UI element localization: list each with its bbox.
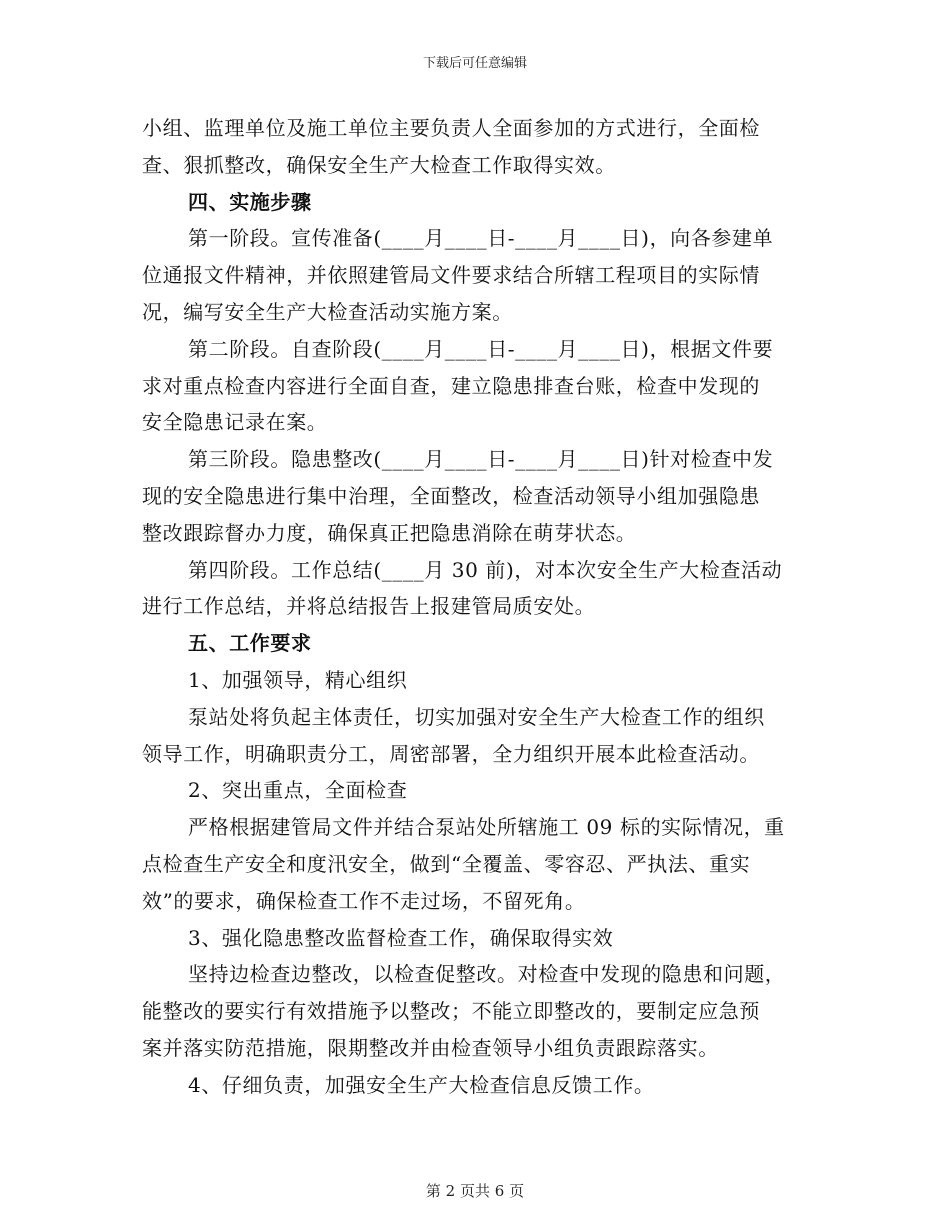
text-line: 安全隐患记录在案。 bbox=[142, 410, 328, 435]
text-line: 位通报文件精神，并依照建管局文件要求结合所辖工程项目的实际情 bbox=[142, 263, 760, 288]
page-header: 下载后可任意编辑 bbox=[422, 56, 527, 71]
text-line: 况，编写安全生产大检查活动实施方案。 bbox=[142, 299, 513, 324]
text-line: 现的安全隐患进行集中治理，全面整改，检查活动领导小组加强隐患 bbox=[142, 483, 760, 508]
text-line: 4、仔细负责，加强安全生产大检查信息反馈工作。 bbox=[188, 1072, 655, 1097]
text-line: 效”的要求，确保检查工作不走过场，不留死角。 bbox=[142, 888, 586, 913]
document-body bbox=[142, 110, 812, 1104]
text-line: 第二阶段。自查阶段(____月____日-____月____日)，根据文件要 bbox=[188, 336, 774, 361]
text-line: 查、狠抓整改，确保安全生产大检查工作取得实效。 bbox=[142, 152, 616, 177]
text-line: 能整改的要实行有效措施予以整改；不能立即整改的，要制定应急预 bbox=[142, 999, 760, 1024]
section-heading: 五、工作要求 bbox=[188, 631, 312, 656]
text-line: 领导工作，明确职责分工，周密部署，全力组织开展本此检查活动。 bbox=[142, 741, 760, 766]
text-line: 1、加强领导，精心组织 bbox=[188, 667, 408, 692]
text-line: 严格根据建管局文件并结合泵站处所辖施工 09 标的实际情况，重 bbox=[188, 815, 785, 840]
text-line: 第一阶段。宣传准备(____月____日-____月____日)，向各参建单 bbox=[188, 226, 774, 251]
text-line: 求对重点检查内容进行全面自查，建立隐患排查台账，检查中发现的 bbox=[142, 373, 760, 398]
text-line: 进行工作总结，并将总结报告上报建管局质安处。 bbox=[142, 594, 596, 619]
page-footer: 第 2 页共 6 页 bbox=[425, 1182, 525, 1200]
section-heading: 四、实施步骤 bbox=[188, 189, 312, 214]
text-line: 坚持边检查边整改，以检查促整改。对检查中发现的隐患和问题， bbox=[188, 962, 786, 987]
text-line: 泵站处将负起主体责任，切实加强对安全生产大检查工作的组织 bbox=[188, 704, 765, 729]
text-line: 点检查生产安全和度汛安全，做到“全覆盖、零容忍、严执法、重实 bbox=[142, 851, 751, 876]
text-line: 整改跟踪督办力度，确保真正把隐患消除在萌芽状态。 bbox=[142, 520, 637, 545]
text-line: 第四阶段。工作总结(____月 30 前)，对本次安全生产大检查活动 bbox=[188, 557, 783, 582]
text-line: 小组、监理单位及施工单位主要负责人全面参加的方式进行，全面检 bbox=[142, 116, 760, 140]
text-line: 2、突出重点，全面检查 bbox=[188, 778, 408, 803]
text-line: 第三阶段。隐患整改(____月____日-____月____日)针对检查中发 bbox=[188, 447, 774, 472]
text-line: 案并落实防范措施，限期整改并由检查领导小组负责跟踪落实。 bbox=[142, 1035, 719, 1060]
text-line: 3、强化隐患整改监督检查工作，确保取得实效 bbox=[188, 925, 614, 950]
